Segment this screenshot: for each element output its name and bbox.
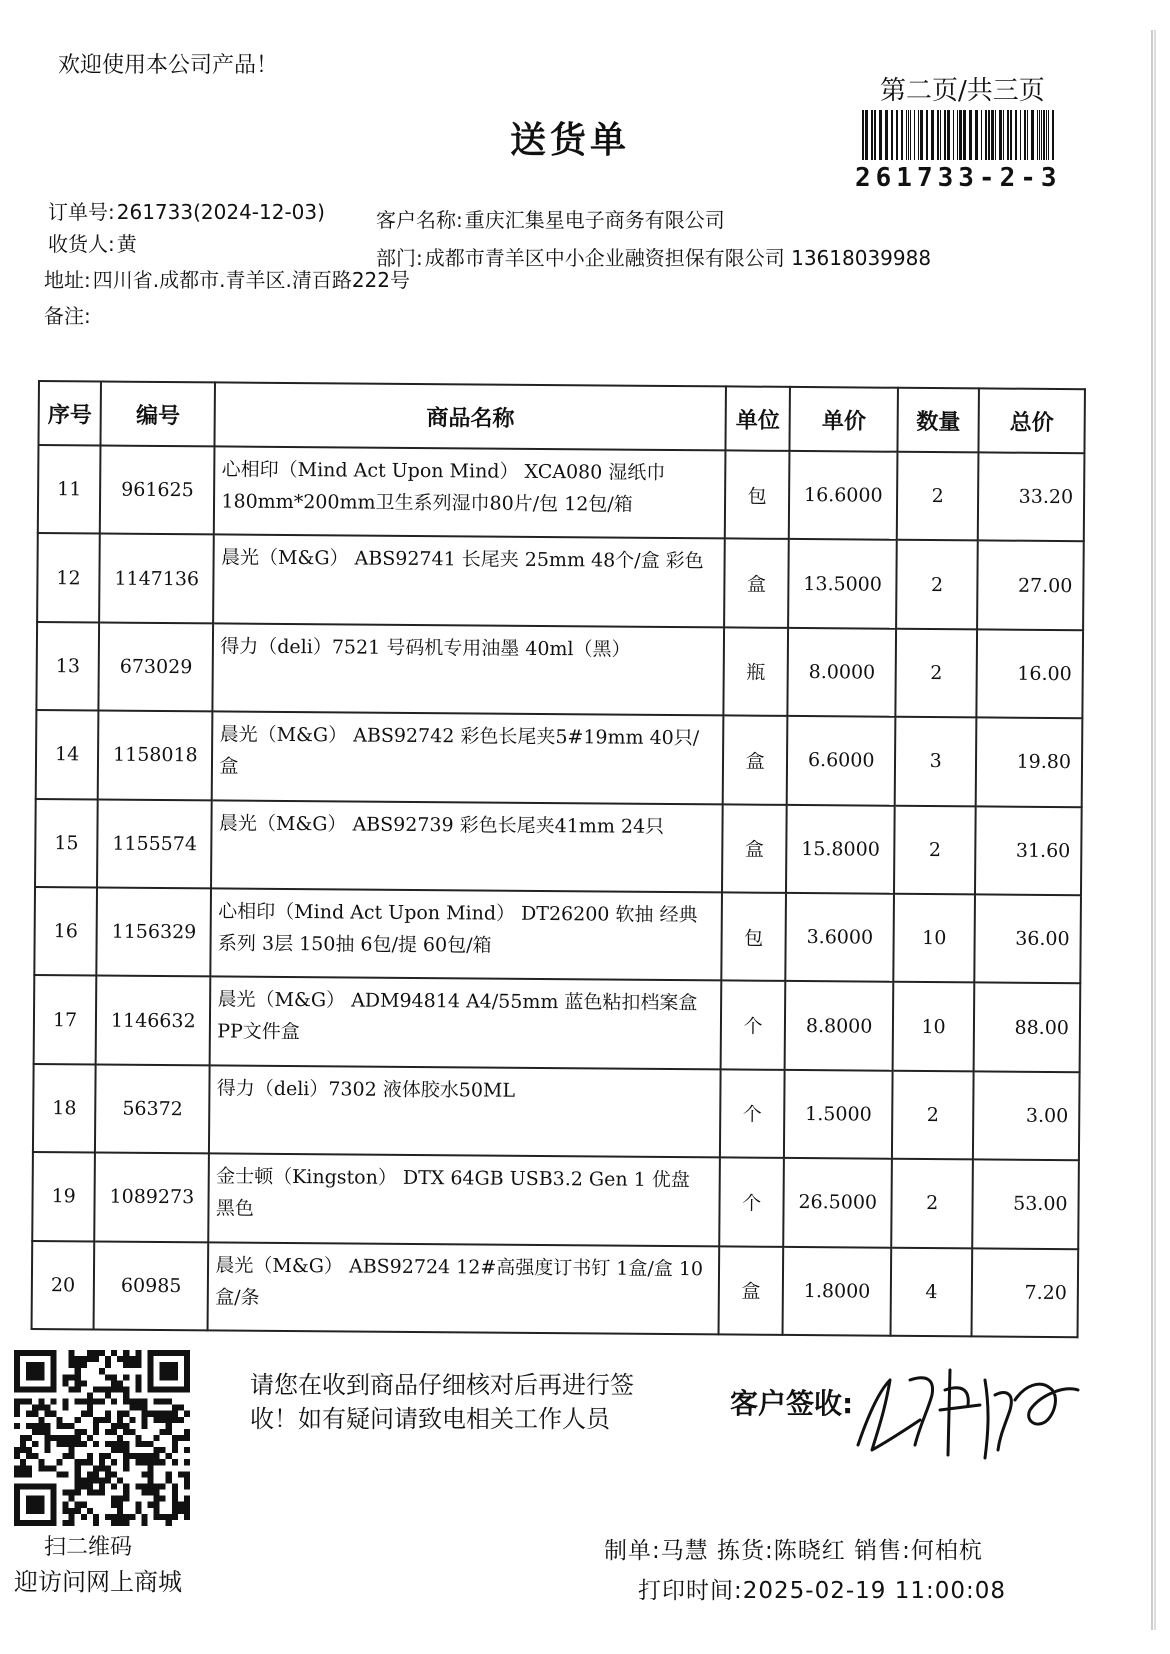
row-total: 88.00 xyxy=(974,983,1081,1072)
row-no: 18 xyxy=(33,1064,96,1153)
row-price: 6.6000 xyxy=(787,716,896,805)
row-code: 1146632 xyxy=(96,976,211,1065)
row-no: 17 xyxy=(34,975,97,1064)
row-code: 1155574 xyxy=(97,799,212,888)
header-name: 商品名称 xyxy=(215,382,726,450)
page-edge-decoration xyxy=(1150,30,1158,1630)
row-name: 晨光（M&G） ABS92742 彩色长尾夹5#19mm 40只/盒 xyxy=(212,712,723,804)
row-code: 60985 xyxy=(94,1241,209,1330)
row-total: 36.00 xyxy=(974,894,1081,983)
barcode-number: 261733-2-3 xyxy=(855,163,1062,193)
row-code: 673029 xyxy=(99,622,214,711)
signature-icon xyxy=(850,1350,1080,1470)
barcode-icon xyxy=(860,110,1060,160)
row-name: 金士顿（Kingston） DTX 64GB USB3.2 Gen 1 优盘 黑色 xyxy=(209,1153,720,1245)
header-code: 编号 xyxy=(101,381,216,446)
row-no: 11 xyxy=(38,445,101,534)
row-qty: 2 xyxy=(896,540,978,629)
row-unit: 盒 xyxy=(724,539,789,628)
print-time: 打印时间:2025-02-19 11:00:08 xyxy=(638,1578,1007,1604)
row-unit: 包 xyxy=(721,892,786,981)
row-no: 16 xyxy=(34,887,97,976)
row-qty: 10 xyxy=(893,982,975,1071)
row-total: 33.20 xyxy=(978,452,1085,541)
row-unit: 个 xyxy=(720,1069,785,1158)
table-row xyxy=(38,445,1085,542)
row-unit: 瓶 xyxy=(723,627,788,716)
order-number: 订单号: 261733(2024-12-03) xyxy=(48,200,325,224)
header-qty: 数量 xyxy=(898,388,979,453)
table-row xyxy=(36,622,1083,719)
row-no: 20 xyxy=(32,1240,95,1329)
table-row xyxy=(37,533,1084,630)
address: 地址: 四川省.成都市.青羊区.清百路222号 xyxy=(44,268,410,292)
row-unit: 盒 xyxy=(722,804,787,893)
row-code: 961625 xyxy=(100,445,215,534)
row-total: 27.00 xyxy=(977,541,1084,630)
document-title: 送货单 xyxy=(510,120,631,161)
department: 部门: 成都市青羊区中小企业融资担保有限公司 13618039988 xyxy=(376,246,932,270)
row-total: 31.60 xyxy=(975,806,1082,895)
row-unit: 包 xyxy=(725,450,790,539)
table-row xyxy=(34,975,1081,1072)
row-total: 3.00 xyxy=(973,1071,1080,1160)
table-row xyxy=(32,1152,1079,1249)
row-qty: 2 xyxy=(896,629,978,718)
table-row xyxy=(36,710,1083,807)
page-indicator: 第二页/共三页 xyxy=(880,76,1045,106)
row-total: 53.00 xyxy=(972,1159,1079,1248)
row-name: 心相印（Mind Act Upon Mind） DT26200 软抽 经典系列 3层 150抽 6包/提 60包/箱 xyxy=(211,888,722,980)
row-unit: 盒 xyxy=(718,1246,783,1335)
row-price: 8.8000 xyxy=(785,981,894,1070)
row-price: 1.5000 xyxy=(784,1070,893,1159)
row-price: 16.6000 xyxy=(789,451,898,540)
row-qty: 4 xyxy=(891,1247,973,1336)
row-price: 26.5000 xyxy=(783,1158,892,1247)
staff-info: 制单:马慧 拣货:陈晓红 销售:何柏杭 xyxy=(604,1538,983,1564)
welcome-text: 欢迎使用本公司产品！ xyxy=(58,53,279,78)
qr-caption-mall: 迎访问网上商城 xyxy=(14,1568,182,1596)
row-qty: 2 xyxy=(892,1070,974,1159)
row-no: 12 xyxy=(37,533,100,622)
customer-name: 客户名称: 重庆汇集星电子商务有限公司 xyxy=(376,208,725,232)
row-no: 14 xyxy=(36,710,99,799)
customer-sign-label: 客户签收: xyxy=(730,1387,854,1420)
row-price: 3.6000 xyxy=(786,893,895,982)
row-no: 13 xyxy=(36,622,99,711)
header-total: 总价 xyxy=(979,388,1085,453)
table-row xyxy=(32,1240,1079,1337)
row-price: 15.8000 xyxy=(786,804,895,893)
qr-code-icon[interactable] xyxy=(14,1350,190,1526)
delivery-table xyxy=(31,380,1086,1338)
row-no: 19 xyxy=(32,1152,95,1241)
header-unit: 单位 xyxy=(725,386,790,451)
row-price: 8.0000 xyxy=(788,628,897,717)
row-qty: 2 xyxy=(897,452,979,541)
table-row xyxy=(33,1064,1080,1161)
row-code: 1147136 xyxy=(99,534,214,623)
row-name: 晨光（M&G） ABS92724 12#高强度订书钉 1盒/盒 10盒/条 xyxy=(208,1242,719,1334)
receiver: 收货人: 黄 xyxy=(48,232,137,256)
row-total: 16.00 xyxy=(976,629,1083,718)
header-price: 单价 xyxy=(790,387,898,452)
row-name: 得力（deli）7302 液体胶水50ML xyxy=(209,1065,720,1157)
row-name: 晨光（M&G） ABS92741 长尾夹 25mm 48个/盒 彩色 xyxy=(213,535,724,627)
receipt-notice: 请您在收到商品仔细核对后再进行签收！如有疑问请致电相关工作人员 xyxy=(250,1371,634,1433)
table-header-row xyxy=(38,381,1084,453)
table-row xyxy=(34,887,1081,984)
remark: 备注: xyxy=(44,304,91,328)
row-name: 得力（deli）7521 号码机专用油墨 40ml（黑） xyxy=(213,623,724,715)
row-qty: 10 xyxy=(893,894,975,983)
row-qty: 2 xyxy=(891,1159,973,1248)
table-row xyxy=(35,799,1082,896)
row-total: 7.20 xyxy=(972,1248,1079,1337)
row-total: 19.80 xyxy=(976,718,1083,807)
row-unit: 个 xyxy=(721,981,786,1070)
row-code: 1158018 xyxy=(98,711,213,800)
row-price: 1.8000 xyxy=(783,1246,892,1335)
header-no: 序号 xyxy=(38,381,101,445)
qr-caption: 扫二维码 xyxy=(44,1535,133,1560)
row-qty: 2 xyxy=(894,805,976,894)
row-qty: 3 xyxy=(895,717,977,806)
row-code: 56372 xyxy=(95,1064,210,1153)
row-price: 13.5000 xyxy=(788,539,897,628)
row-name: 心相印（Mind Act Upon Mind） XCA080 湿纸巾 180mm*200mm卫生系列湿巾80片/包 12包/箱 xyxy=(214,446,725,538)
row-unit: 个 xyxy=(719,1158,784,1247)
row-unit: 盒 xyxy=(723,716,788,805)
row-name: 晨光（M&G） ABS92739 彩色长尾夹41mm 24只 xyxy=(211,800,722,892)
row-code: 1089273 xyxy=(94,1153,209,1242)
row-name: 晨光（M&G） ADM94814 A4/55mm 蓝色粘扣档案盒 PP文件盒 xyxy=(210,977,721,1069)
row-no: 15 xyxy=(35,799,98,888)
row-code: 1156329 xyxy=(97,887,212,976)
